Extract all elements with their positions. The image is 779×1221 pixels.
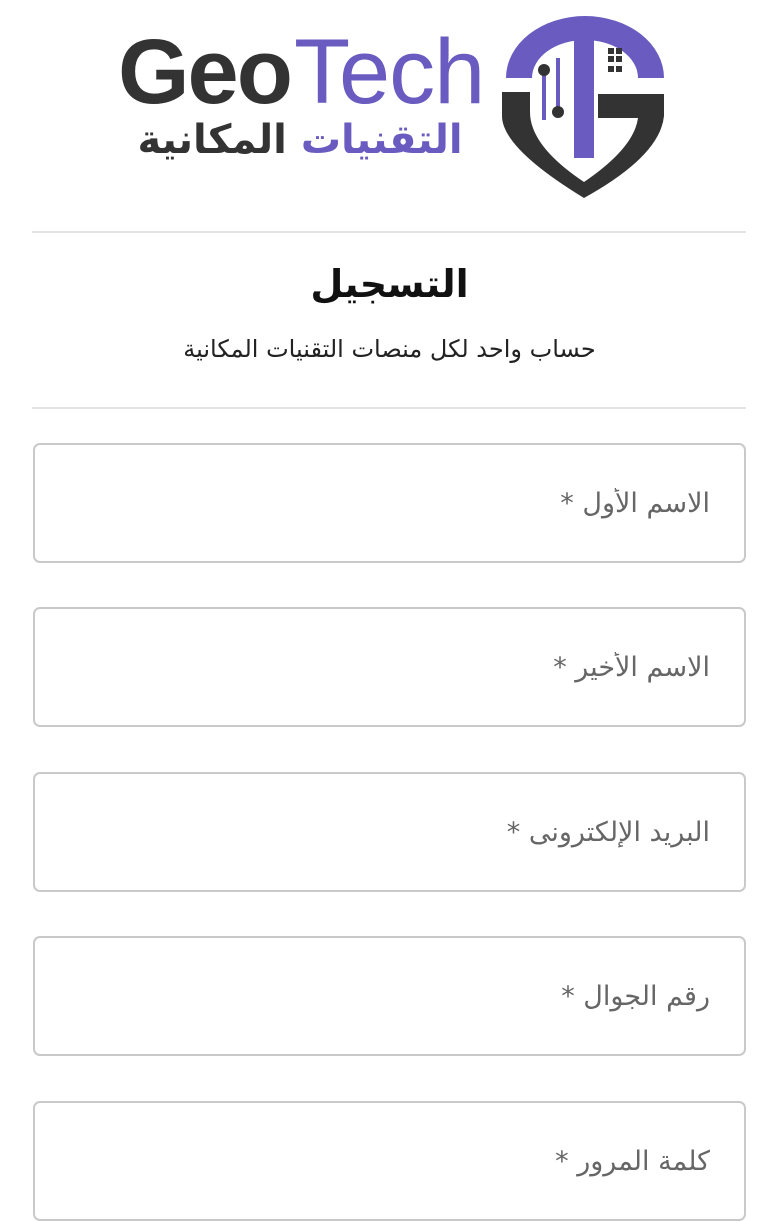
mobile-input[interactable] — [35, 938, 744, 1054]
page-subtitle: حساب واحد لكل منصات التقنيات المكانية — [183, 335, 596, 363]
logo-arabic-word-1: التقنيات — [300, 117, 463, 163]
logo-text-tech: Tech — [294, 21, 485, 123]
password-input[interactable] — [35, 1103, 744, 1219]
divider-top — [32, 231, 746, 233]
mobile-field — [33, 936, 746, 1056]
geotech-logo — [110, 8, 670, 200]
logo-text-geo: Geo — [118, 21, 291, 123]
last-name-field — [33, 607, 746, 727]
last-name-input[interactable] — [35, 609, 744, 725]
email-input[interactable] — [35, 774, 744, 890]
logo-arabic-name — [120, 116, 480, 164]
divider-bottom — [32, 407, 746, 409]
first-name-input[interactable] — [35, 445, 744, 561]
first-name-field — [33, 443, 746, 563]
page-title: التسجيل — [310, 262, 469, 306]
logo-arabic-word-2: المكانية — [137, 117, 287, 163]
logo-emblem-icon — [500, 8, 670, 200]
password-field — [33, 1101, 746, 1221]
email-field — [33, 772, 746, 892]
